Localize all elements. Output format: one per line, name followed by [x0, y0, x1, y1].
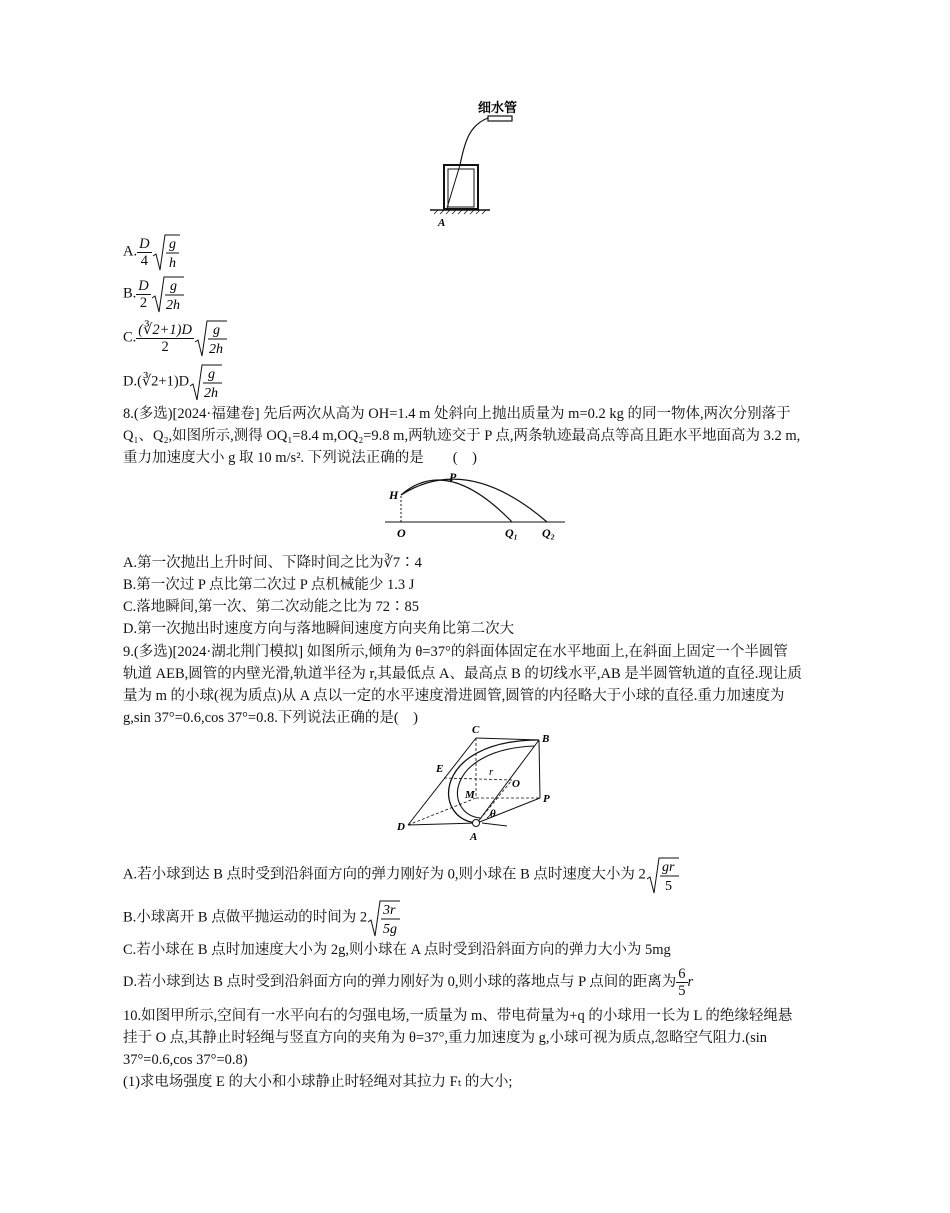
semicircle-inner: [458, 746, 534, 818]
q7d-rad-den: 2h: [204, 386, 219, 401]
q7-option-c-prefix: C.: [123, 329, 137, 346]
q7a-den: 4: [140, 252, 148, 269]
q7d-rad-num: g: [208, 367, 216, 382]
q8-option-d: D.第一次抛出时速度方向与落地瞬间速度方向夹角比第二次大: [123, 621, 515, 637]
label-O: O: [397, 526, 406, 540]
q7-option-b-prefix: B.: [123, 285, 137, 302]
label-C: C: [472, 724, 480, 736]
label-M: M: [465, 789, 475, 801]
label-theta: θ: [490, 808, 496, 820]
label-O: O: [512, 778, 520, 790]
q7d-expr: (∛2+1)D: [137, 373, 190, 390]
label-r: r: [489, 766, 494, 778]
q9-option-c: C.若小球在 B 点时加速度大小为 2g,则小球在 A 点时受到沿斜面方向的弹力大小为 5mg: [123, 942, 671, 958]
q8-option-c: C.落地瞬间,第一次、第二次动能之比为 72∶85: [123, 599, 420, 615]
q9-option-b: [123, 898, 401, 938]
q9-stem-line4: g,sin 37°=0.6,cos 37°=0.8.下列说法正确的是( ): [123, 710, 418, 726]
q7b-num: D: [138, 277, 149, 294]
q7-option-a: [123, 232, 180, 272]
q10-stem-line1: 10.如图甲所示,空间有一水平向右的匀强电场,一质量为 m、带电荷量为+q 的小球用一长为 L 的绝缘轻绳悬: [123, 1008, 793, 1024]
trajectory-2: [401, 479, 547, 522]
q7-option-c: [123, 318, 228, 358]
q7b-den: 2: [139, 294, 148, 311]
q7-option-d-prefix: D.: [123, 373, 138, 390]
q7c-rad-den: 2h: [208, 342, 223, 357]
q9-stem-line2: 轨道 AEB,圆管的内壁光滑,轨道半径为 r,其最低点 A、最高点 B 的切线水平,AB 是半圆管轨道的直径.现让质: [123, 666, 802, 682]
q7c-num: (∛2+1)D: [138, 321, 192, 338]
dash-E-O: [444, 778, 512, 780]
q9-option-a: [123, 855, 680, 895]
q8-option-b: B.第一次过 P 点比第二次过 P 点机械能少 1.3 J: [123, 577, 415, 593]
figure-q9: [392, 720, 562, 845]
label-H: H: [389, 488, 399, 502]
q9-stem-line1: 9.(多选)[2024·湖北荆门模拟] 如图所示,倾角为 θ=37°的斜面体固定在水平地面上,在斜面上固定一个半圆管: [123, 644, 788, 660]
q7a-rad-num: g: [168, 237, 176, 252]
q9d-text: D.若小球到达 B 点时受到沿斜面方向的弹力刚好为 0,则小球的落地点与 P 点间的距离为: [123, 973, 677, 990]
q9b-den: 5g: [383, 922, 398, 937]
fig7-label-pipe: 细水管: [478, 100, 518, 115]
q9a-text: A.若小球到达 B 点时受到沿斜面方向的弹力刚好为 0,则小球在 B 点时速度大小为 2: [123, 866, 646, 883]
fig7-label-A: A: [438, 217, 446, 229]
container-inner: [448, 169, 474, 207]
velocity-arrow: [482, 823, 507, 826]
q9a-den: 5: [664, 879, 672, 894]
q9d-num: 6: [678, 966, 686, 982]
q9a-num: gr: [661, 860, 675, 875]
q9-option-d: [123, 966, 693, 999]
q7-option-d: [123, 362, 223, 402]
q7-option-a-prefix: A.: [123, 243, 138, 260]
q10-stem-line2: 挂于 O 点,其静止时轻绳与竖直方向的夹角为 θ=37°,重力加速度为 g,小球可视为质点,忽略空气阻力.(sin: [123, 1030, 768, 1046]
q9-stem-line3: 量为 m 的小球(视为质点)从 A 点以一定的水平速度滑进圆管,圆管的内径略大于小球的直径.重力加速度为: [123, 688, 785, 704]
q8-stem-line2: Q₁、Q₂,如图所示,测得 OQ₁=8.4 m,OQ₂=9.8 m,两轨迹交于 P 点,两条轨迹最高点等高且距水平地面高为 3.2 m,: [123, 428, 801, 444]
q8-stem-line3: 重力加速度大小 g 取 10 m/s². 下列说法正确的是 ( ): [123, 450, 477, 466]
q7c-den: 2: [161, 338, 169, 355]
label-Q1: Q₁: [505, 526, 518, 540]
q9d-tail: r: [687, 973, 694, 990]
edge-B-P: [539, 740, 540, 798]
q8-option-a: A.第一次抛出上升时间、下降时间之比为∛7∶4: [123, 555, 422, 571]
q9d-den: 5: [678, 983, 686, 999]
label-P: P: [449, 470, 457, 484]
q10-subquestion-1: (1)求电场强度 E 的大小和小球静止时轻绳对其拉力 Fₜ 的大小;: [123, 1074, 513, 1090]
edge-D-A: [408, 823, 477, 825]
ball: [473, 820, 480, 827]
label-B: B: [542, 733, 550, 745]
q7-option-b: [123, 274, 185, 314]
q7b-rad-num: g: [169, 279, 177, 294]
label-E: E: [436, 763, 444, 775]
q7c-rad-num: g: [212, 323, 220, 338]
label-D: D: [397, 821, 405, 833]
water-pipe: [460, 118, 488, 165]
q9b-text: B.小球离开 B 点做平抛运动的时间为 2: [123, 909, 368, 926]
water-stream: [447, 165, 460, 208]
q7b-rad-den: 2h: [165, 298, 180, 313]
q7a-rad-den: h: [168, 256, 176, 271]
q9b-num: 3r: [383, 903, 396, 918]
label-Q2: Q₂: [542, 526, 555, 540]
figure-q7: [420, 95, 530, 235]
q10-stem-line3: 37°=0.6,cos 37°=0.8): [123, 1052, 248, 1068]
figure-q8: [380, 465, 570, 543]
label-A: A: [470, 831, 478, 843]
label-P: P: [543, 793, 550, 805]
q8-stem-line1: 8.(多选)[2024·福建卷] 先后两次从高为 OH=1.4 m 处斜向上抛出质量为 m=0.2 kg 的同一物体,两次分别落于: [123, 406, 791, 422]
pipe-nozzle: [488, 116, 512, 121]
q7a-num: D: [139, 235, 150, 252]
